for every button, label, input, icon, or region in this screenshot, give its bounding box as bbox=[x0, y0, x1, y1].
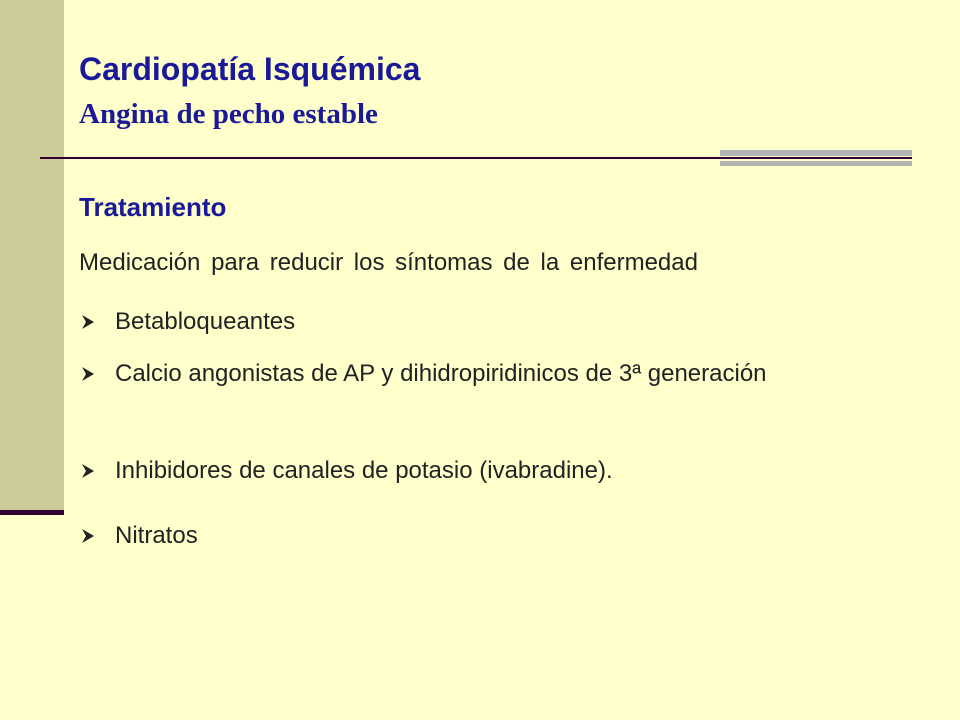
intro-text: Medicación para reducir los síntomas de la enfermedad bbox=[79, 249, 698, 276]
arrowhead-bullet-icon bbox=[79, 358, 115, 390]
bullet-text: Inhibidores de canales de potasio (ivabradine). bbox=[115, 457, 613, 484]
slide-subtitle: Angina de pecho estable bbox=[79, 98, 378, 130]
divider-accent-bar-bottom bbox=[720, 161, 912, 166]
bullet-text: Calcio angonistas de AP y dihidropiridinicos de 3ª generación bbox=[115, 360, 767, 387]
divider-accent-bar-top bbox=[720, 150, 912, 156]
left-band-underline bbox=[0, 510, 64, 515]
arrowhead-bullet-icon bbox=[79, 455, 115, 487]
left-decorative-band bbox=[0, 0, 64, 512]
arrowhead-bullet-icon bbox=[79, 520, 115, 552]
bullet-text: Nitratos bbox=[115, 522, 198, 549]
bullet-text: Betabloqueantes bbox=[115, 308, 296, 335]
divider-accent bbox=[720, 150, 912, 166]
list-item bbox=[79, 455, 899, 487]
list-item bbox=[79, 306, 899, 338]
slide-title: Cardiopatía Isquémica bbox=[79, 51, 421, 87]
arrowhead-bullet-icon bbox=[79, 306, 115, 338]
section-heading: Tratamiento bbox=[79, 192, 227, 222]
list-item bbox=[79, 358, 899, 390]
list-item bbox=[79, 520, 899, 552]
